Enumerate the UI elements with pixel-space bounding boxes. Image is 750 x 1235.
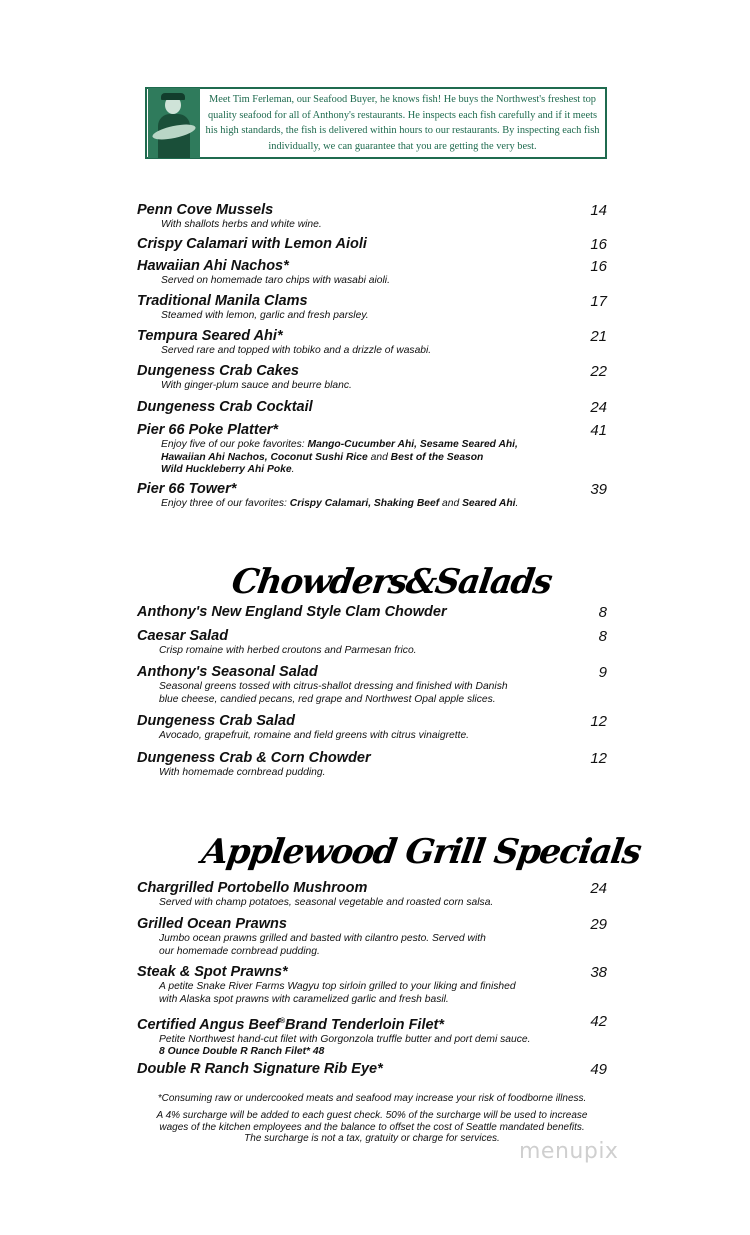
item-name: Crispy Calamari with Lemon Aioli (137, 236, 367, 252)
item-price: 12 (590, 750, 607, 767)
item-price: 8 (598, 604, 607, 621)
menu-item (137, 258, 607, 288)
section-title-chowders-salads: Chowders&Salads (229, 562, 554, 602)
consuming-warning: *Consuming raw or undercooked meats and seafood may increase your risk of foodborne illness. (157, 1093, 587, 1104)
desc-text: Enjoy five of our poke favorites: (161, 439, 308, 450)
item-price: 21 (590, 328, 607, 345)
item-desc: Served on homemade taro chips with wasabi aioli. (161, 275, 390, 286)
item-price: 17 (590, 293, 607, 310)
desc-text: . (291, 464, 295, 475)
menu-item (137, 328, 607, 358)
menu-item (137, 713, 607, 743)
menu-item (137, 363, 607, 393)
item-name-part: Brand Tenderloin Filet* (285, 1016, 445, 1033)
item-desc (161, 498, 607, 511)
banner-text: Meet Tim Ferleman, our Seafood Buyer, he knows fish! He buys the Northwest's freshest top quality seafood for all of Anthony's restaurants. He inspects each fish carefully and if it meets his high standards, the fish is delivered within hours to our restaurants. By inspecting each fish individually, we can guarantee that you are getting the very best. (205, 94, 600, 152)
item-price: 39 (590, 481, 607, 498)
item-desc-line2: with Alaska spot prawns with caramelized garlic and fresh basil. (159, 993, 449, 1005)
surcharge-line: wages of the kitchen employees and the balance to offset the cost of Seattle mandated benefits. (159, 1121, 585, 1133)
item-price: 38 (590, 964, 607, 981)
item-name: Penn Cove Mussels (137, 202, 274, 218)
item-price: 22 (590, 363, 607, 380)
item-price: 42 (590, 1013, 607, 1030)
item-desc-line2: our homemade cornbread pudding. (159, 945, 320, 957)
menu-item (137, 399, 607, 416)
item-desc: Jumbo ocean prawns grilled and basted with cilantro pesto. Served with (159, 933, 486, 944)
menu-item (137, 750, 607, 780)
seafood-buyer-banner (145, 87, 607, 159)
item-price: 24 (590, 880, 607, 897)
menu-item (137, 236, 607, 253)
item-price: 14 (590, 202, 607, 219)
menu-item (137, 1013, 607, 1059)
item-desc: Petite Northwest hand-cut filet with Gorgonzola truffle butter and port demi sauce. (159, 1033, 531, 1045)
item-name: Pier 66 Poke Platter* (137, 422, 279, 438)
item-name: Dungeness Crab Cakes (137, 363, 299, 379)
menu-item (137, 1061, 607, 1078)
item-desc-highlight: 8 Ounce Double R Ranch Filet* 48 (159, 1046, 325, 1058)
item-desc: With shallots herbs and white wine. (161, 219, 322, 230)
item-desc: Served with champ potatoes, seasonal vegetable and roasted corn salsa. (159, 897, 494, 908)
desc-highlight: Best of the Season (390, 451, 484, 463)
item-price: 16 (590, 236, 607, 253)
desc-highlight: Crispy Calamari, Shaking Beef (289, 498, 440, 509)
item-price: 29 (590, 916, 607, 933)
item-price: 12 (590, 713, 607, 730)
item-price: 41 (590, 422, 607, 439)
desc-text: and (439, 498, 463, 509)
desc-text: . (515, 498, 519, 509)
item-desc: With ginger-plum sauce and beurre blanc. (161, 380, 352, 391)
desc-text: Enjoy three of our favorites: (161, 498, 290, 509)
item-price: 24 (590, 399, 607, 416)
menu-item (137, 628, 607, 658)
item-desc: Seasonal greens tossed with citrus-shallot dressing and finished with Danish (159, 681, 508, 692)
menu-item (137, 293, 607, 323)
item-desc: Served rare and topped with tobiko and a drizzle of wasabi. (161, 345, 432, 356)
menupix-watermark: menupix (519, 1139, 619, 1164)
item-name: Traditional Manila Clams (137, 293, 308, 309)
item-name: Hawaiian Ahi Nachos* (137, 258, 289, 274)
item-desc: Crisp romaine with herbed croutons and Parmesan frico. (159, 645, 417, 656)
item-name (137, 1013, 607, 1034)
desc-highlight: Seared Ahi (462, 498, 516, 509)
item-name: Dungeness Crab & Corn Chowder (137, 750, 371, 766)
item-name: Double R Ranch Signature Rib Eye* (137, 1061, 383, 1077)
menu-item (137, 604, 607, 621)
item-name-part: Certified Angus Beef (137, 1016, 280, 1033)
item-name: Anthony's Seasonal Salad (137, 664, 318, 680)
item-name: Grilled Ocean Prawns (137, 916, 287, 932)
item-desc: Avocado, grapefruit, romaine and field greens with citrus vinaigrette. (159, 730, 470, 741)
item-name: Anthony's New England Style Clam Chowder (137, 604, 447, 620)
item-desc: A petite Snake River Farms Wagyu top sirloin grilled to your liking and finished (159, 981, 516, 992)
menu-item (137, 964, 607, 1006)
item-price: 9 (598, 664, 607, 681)
seafood-buyer-photo (148, 88, 200, 158)
item-name: Steak & Spot Prawns* (137, 964, 288, 980)
item-name: Dungeness Crab Salad (137, 713, 295, 729)
menu-item (137, 916, 607, 958)
item-desc: With homemade cornbread pudding. (159, 767, 326, 778)
surcharge-line: A 4% surcharge will be added to each guest check. 50% of the surcharge will be used to increase (156, 1110, 588, 1121)
item-price: 8 (598, 628, 607, 645)
desc-highlight: Mango-Cucumber Ahi, Sesame Seared Ahi, (307, 439, 518, 450)
desc-text: and (367, 451, 391, 463)
item-name: Caesar Salad (137, 628, 229, 644)
menu-item (137, 664, 607, 706)
surcharge-line: The surcharge is not a tax, gratuity or charge for services. (244, 1133, 500, 1144)
item-desc (161, 439, 607, 477)
menu-item (137, 422, 607, 477)
item-desc: Steamed with lemon, garlic and fresh parsley. (161, 310, 369, 321)
desc-highlight: Hawaiian Ahi Nachos, Coconut Sushi Rice (161, 451, 368, 463)
item-name: Chargrilled Portobello Mushroom (137, 880, 368, 896)
desc-highlight: Wild Huckleberry Ahi Poke (161, 464, 292, 475)
item-name: Tempura Seared Ahi* (137, 328, 283, 344)
item-price: 16 (590, 258, 607, 275)
menu-item (137, 202, 607, 232)
menu-item (137, 880, 607, 910)
registered-mark: ® (279, 1018, 286, 1025)
item-price: 49 (590, 1061, 607, 1078)
item-name: Pier 66 Tower* (137, 481, 237, 497)
item-name: Dungeness Crab Cocktail (137, 399, 313, 415)
item-desc-line2: blue cheese, candied pecans, red grape and Northwest Opal apple slices. (159, 693, 496, 705)
section-title-applewood-grill: Applewood Grill Specials (199, 832, 643, 872)
menu-item (137, 481, 607, 511)
